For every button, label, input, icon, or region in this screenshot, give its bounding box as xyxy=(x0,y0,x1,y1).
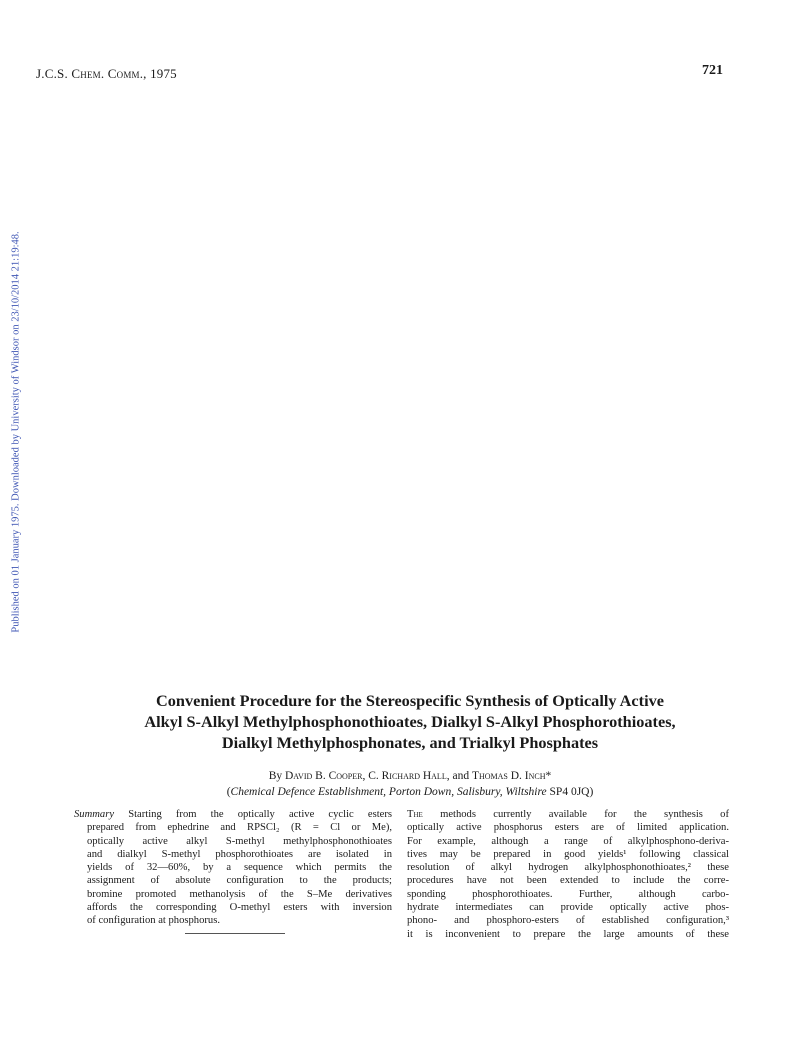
journal-reference xyxy=(36,66,177,82)
title-line: Convenient Procedure for the Stereospecific Synthesis of Optically Active xyxy=(156,691,664,710)
summary-line: affords the corresponding O-methyl esters with inversion xyxy=(87,902,392,914)
summary-line: of configuration at phosphorus. xyxy=(87,915,220,927)
summary-label: Summary xyxy=(74,809,115,820)
summary-line: assignment of absolute configuration to the products; xyxy=(87,875,392,887)
article-title xyxy=(90,690,730,753)
title-line: Alkyl S-Alkyl Methylphosphonothioates, Dialkyl S-Alkyl Phosphorothioates, xyxy=(144,712,676,731)
summary-line: yields of 32—60%, by a sequence which permits the xyxy=(87,862,392,874)
title-line: Dialkyl Methylphosphonates, and Trialkyl Phosphates xyxy=(221,733,599,752)
body-line: For example, although a range of alkylphosphono-deriva- xyxy=(407,835,729,847)
journal-year: , 1975 xyxy=(143,66,177,81)
body-line: it is inconvenient to prepare the large amounts of these xyxy=(407,928,729,940)
affiliation xyxy=(40,786,780,798)
body-line: phono- and phosphoro-esters of established configuration,³ xyxy=(407,915,729,927)
body-line: optically active phosphorus esters are of limited application. xyxy=(407,822,729,834)
journal-prefix: J.C.S. xyxy=(36,66,72,81)
author-list xyxy=(40,770,780,782)
summary-line: bromine promoted methanolysis of the S–Me derivatives xyxy=(87,888,392,900)
author-separator: , and xyxy=(446,770,472,782)
affiliation-postcode: SP4 0JQ) xyxy=(546,786,594,798)
summary-line: optically active alkyl S-methyl methylphosphonothioates xyxy=(87,835,392,847)
author-name: David B. Cooper xyxy=(285,770,363,782)
author-name: Richard Hall xyxy=(381,770,447,782)
affiliation-institution: Chemical Defence Establishment, Porton Down, Salisbury, Wiltshire xyxy=(230,786,547,798)
journal-name: Chem. Comm. xyxy=(71,66,144,81)
summary-line: prepared from ephedrine and RPSCl₂ (R = Cl or Me), xyxy=(87,822,392,834)
body-line: tives may be prepared in good yields¹ following classical xyxy=(407,848,729,860)
summary-line: and dialkyl S-methyl phosphorothioates are isolated in xyxy=(87,848,392,860)
body-line: resolution of alkyl hydrogen alkylphosphonothioates,² these xyxy=(407,862,729,874)
body-line: sponding phosphorothioates. Further, although carbo- xyxy=(407,888,729,900)
download-watermark-link[interactable]: Published on 01 January 1975. Downloaded by University of Windsor on 23/10/2014 21:19:48. xyxy=(10,231,22,633)
section-divider xyxy=(185,933,285,934)
affiliation-open: ( xyxy=(226,786,231,798)
body-column xyxy=(407,808,729,941)
summary-column xyxy=(74,808,392,928)
summary-line: Summary Starting from the optically active cyclic esters xyxy=(74,809,392,820)
lead-word: The xyxy=(407,809,423,820)
body-line: The methods currently available for the synthesis of xyxy=(407,809,729,820)
page-number: 721 xyxy=(702,63,723,78)
body-line: procedures have not been extended to include the corre- xyxy=(407,875,729,887)
by-prefix: By xyxy=(268,770,285,782)
body-line: hydrate intermediates can provide optically active phos- xyxy=(407,902,729,914)
author-separator: , C. xyxy=(362,770,382,782)
author-name: Thomas D. Inch* xyxy=(471,770,552,782)
